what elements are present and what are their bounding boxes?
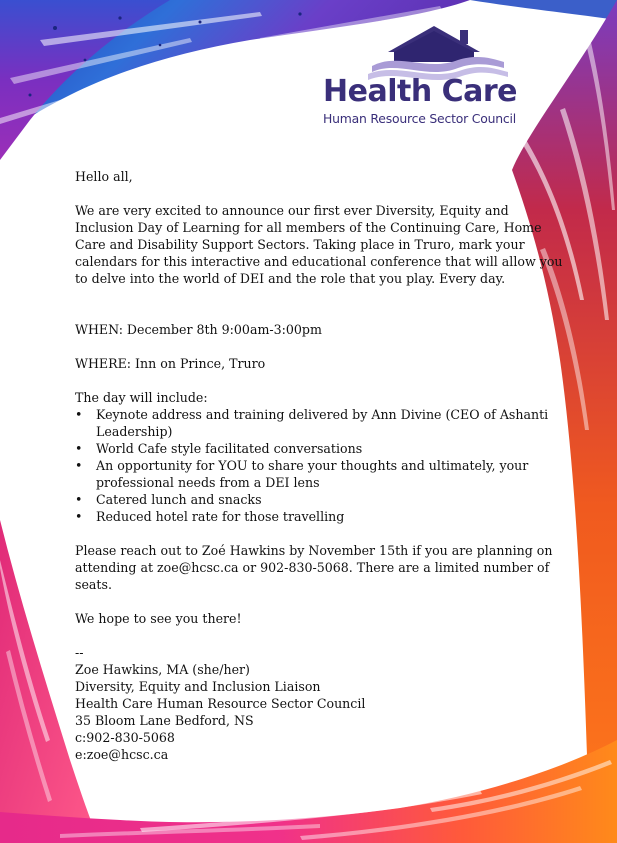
letter-body xyxy=(75,168,567,763)
list-item: • World Cafe style facilitated conversations xyxy=(75,440,567,457)
list-item: • An opportunity for YOU to share your thoughts and ultimately, your professional needs from a DEI lens xyxy=(75,457,567,491)
logo-title: Health Care xyxy=(323,74,518,109)
agenda-list xyxy=(75,406,567,525)
signature-separator: -- xyxy=(75,645,84,660)
list-item: • Reduced hotel rate for those travelling xyxy=(75,508,567,525)
house-wave-icon xyxy=(368,22,508,82)
hcsc-logo xyxy=(318,22,518,130)
signature-email: e:zoe@hcsc.ca xyxy=(75,747,169,762)
contact-paragraph: Please reach out to Zoé Hawkins by November 15th if you are planning on attending at zoe@hcsc.ca or 902-830-5068. There are a limited number of seats. xyxy=(75,543,553,592)
signature-address: 35 Bloom Lane Bedford, NS xyxy=(75,713,254,728)
signature-organization: Health Care Human Resource Sector Council xyxy=(75,696,366,711)
list-item: • Keynote address and training delivered by Ann Divine (CEO of Ashanti Leadership) xyxy=(75,406,567,440)
signature-phone: c:902-830-5068 xyxy=(75,730,175,745)
signature-name: Zoe Hawkins, MA (she/her) xyxy=(75,662,250,677)
greeting: Hello all, xyxy=(75,169,133,184)
event-when: WHEN: December 8th 9:00am-3:00pm xyxy=(75,322,322,337)
list-item: • Catered lunch and snacks xyxy=(75,491,567,508)
logo-subtitle: Human Resource Sector Council xyxy=(323,111,516,126)
signature-role: Diversity, Equity and Inclusion Liaison xyxy=(75,679,321,694)
event-where: WHERE: Inn on Prince, Truro xyxy=(75,356,266,371)
list-intro: The day will include: xyxy=(75,390,208,405)
intro-paragraph: We are very excited to announce our first ever Diversity, Equity and Inclusion Day of Learning for all members of the Continuing Care, Home Care and Disability Support Sectors. Taking place in Truro, mark your calendars for this interactive and educational conference that will allow you to delve into the world of DEI and the role that you play. Every day. xyxy=(75,203,563,286)
closing-line: We hope to see you there! xyxy=(75,611,242,626)
